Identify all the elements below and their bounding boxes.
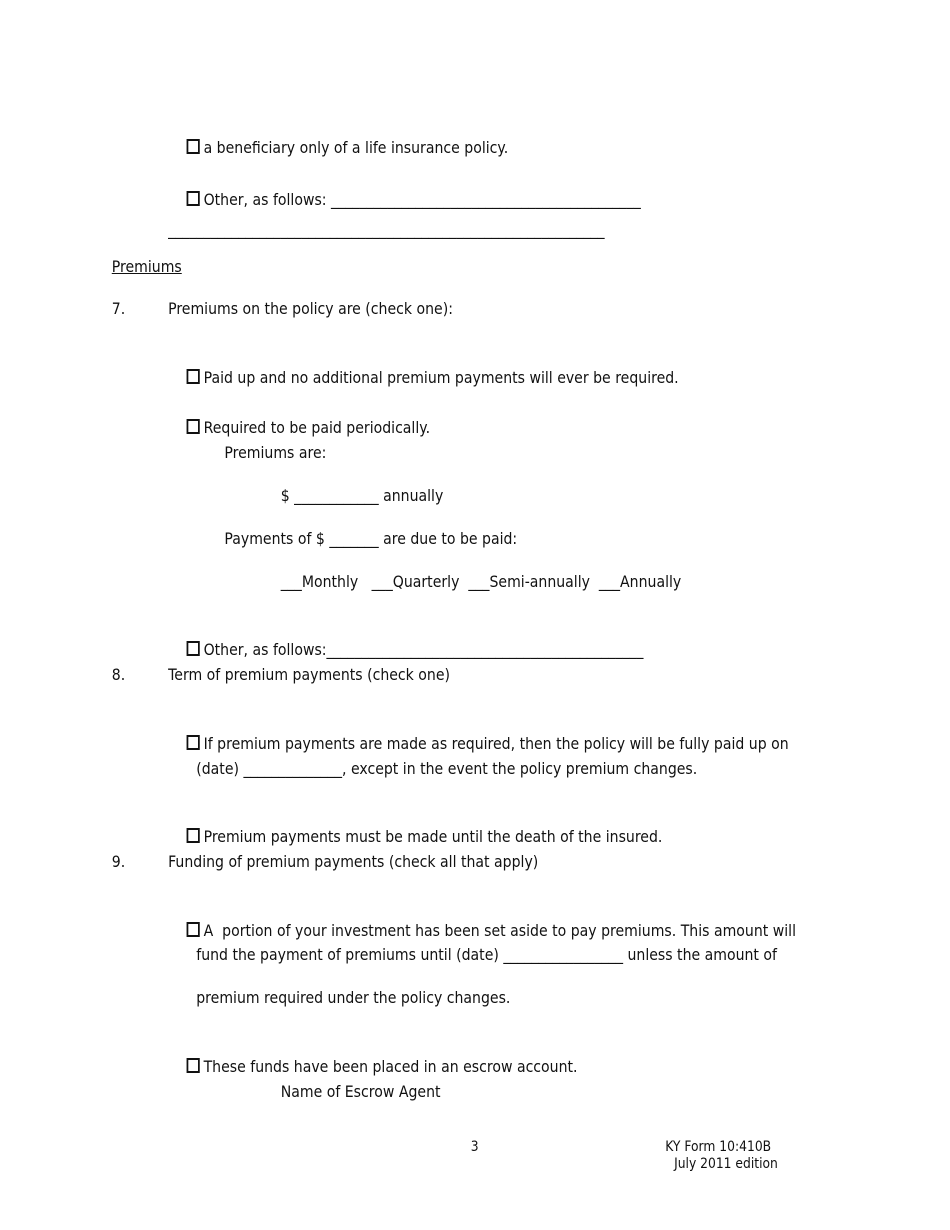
funding-text-line3: premium required under the policy changes.: [196, 988, 511, 1007]
escrow-agent-label: Name of Escrow Agent: [280, 1082, 441, 1101]
checkbox-periodic[interactable]: [187, 419, 200, 434]
option-label: Paid up and no additional premium payments will ever be required.: [203, 368, 679, 387]
premiums-are-label: Premiums are:: [224, 443, 327, 462]
option-label: If premium payments are made as required, then the policy will be fully paid up on: [203, 734, 789, 753]
item7-title: Premiums on the policy are (check one):: [168, 299, 453, 318]
option-label: Required to be paid periodically.: [203, 418, 431, 437]
option-label: Other, as follows: ____________________________________________: [203, 190, 641, 209]
checkbox-escrow[interactable]: [187, 1058, 200, 1073]
checkbox-life-insurance-only[interactable]: [187, 139, 200, 154]
option-label: A portion of your investment has been set aside to pay premiums. This amount will: [203, 921, 797, 940]
option-label: Other, as follows:_____________________________________________: [203, 640, 644, 659]
form-id: KY Form 10:410B: [665, 1139, 772, 1155]
page-number: 3: [470, 1139, 479, 1155]
blank-line[interactable]: ______________________________________________________________: [168, 220, 605, 239]
payments-of-field[interactable]: Payments of $ _______ are due to be paid:: [224, 529, 518, 548]
frequency-options[interactable]: ___Monthly ___Quarterly ___Semi-annually ___Annually: [280, 572, 682, 591]
item8-title: Term of premium payments (check one): [168, 665, 450, 684]
option-life-insurance-only: [169, 118, 508, 178]
section-heading-premiums: Premiums: [111, 257, 182, 276]
checkbox-premium-other[interactable]: [187, 641, 200, 656]
item-number-8: 8.: [111, 665, 126, 684]
form-edition: July 2011 edition: [674, 1156, 778, 1172]
item9-title: Funding of premium payments (check all that apply): [168, 852, 539, 871]
option-label: These funds have been placed in an escrow account.: [203, 1057, 578, 1076]
paid-up-date-line[interactable]: (date) ______________, except in the event the policy premium changes.: [196, 759, 698, 778]
item-number-9: 9.: [111, 852, 126, 871]
annual-amount-field[interactable]: $ ____________ annually: [280, 486, 444, 505]
checkbox-paid-up[interactable]: [187, 369, 200, 384]
checkbox-investment-portion[interactable]: [187, 922, 200, 937]
option-label: a beneficiary only of a life insurance policy.: [203, 138, 509, 157]
option-label: Premium payments must be made until the death of the insured.: [203, 827, 663, 846]
checkbox-beneficiary-other[interactable]: [187, 191, 200, 206]
funding-date-line[interactable]: fund the payment of premiums until (date) _________________ unless the amount of: [196, 945, 777, 964]
item-number-7: 7.: [111, 299, 126, 318]
checkbox-fully-paid-up[interactable]: [187, 735, 200, 750]
checkbox-until-death[interactable]: [187, 828, 200, 843]
